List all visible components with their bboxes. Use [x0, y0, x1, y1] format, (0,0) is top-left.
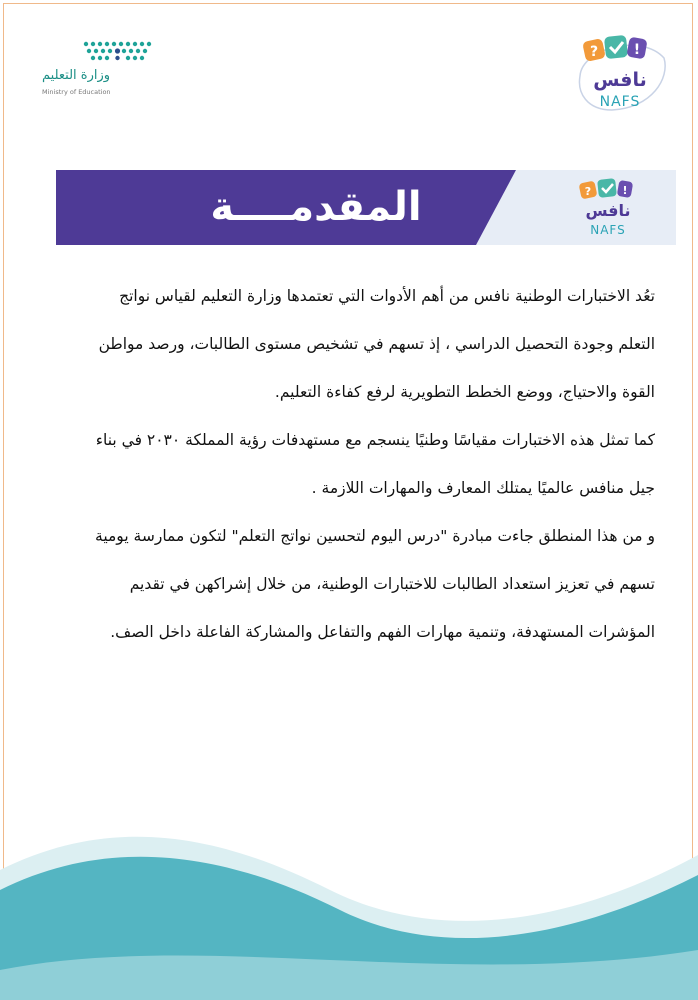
bottom-wave-decoration: [0, 820, 698, 1000]
svg-text:?: ?: [589, 44, 599, 60]
paragraph-line: جيل منافس عالميًا يمتلك المعارف والمهارات اللازمة .: [311, 479, 655, 497]
ministry-dots-icon: [80, 38, 155, 66]
banner-nafs-en: NAFS: [590, 223, 626, 237]
banner-nafs-badges-icon: [579, 178, 634, 199]
svg-text:!: !: [633, 42, 641, 58]
nafs-badges-icon: [582, 35, 647, 62]
nafs-logo: [572, 28, 672, 118]
paragraph-line: المؤشرات المستهدفة، وتنمية مهارات الفهم والتفاعل والمشاركة الفاعلة داخل الصف.: [110, 623, 655, 641]
svg-text:?: ?: [584, 185, 592, 198]
ministry-logo: [40, 38, 160, 100]
svg-text:!: !: [622, 184, 628, 197]
paragraph-line: و من هذا المنطلق جاءت مبادرة "درس اليوم لتحسين نواتج التعلم" لتكون ممارسة يومية: [95, 527, 655, 545]
intro-banner: [56, 170, 676, 245]
ministry-name-ar: وزارة التعليم: [42, 68, 111, 83]
nafs-logo-ar: نافس: [593, 69, 647, 91]
paragraph-line: تسهم في تعزيز استعداد الطالبات للاختبارات الوطنية، من خلال إشراكهن في تقديم: [129, 575, 655, 593]
paragraph-line: كما تمثل هذه الاختبارات مقياسًا وطنيًا ينسجم مع مستهدفات رؤية المملكة ٢٠٣٠ في بناء: [95, 431, 655, 449]
paragraph-line: التعلم وجودة التحصيل الدراسي ، إذ تسهم في تشخيص مستوى الطالبات، ورصد مواطن: [98, 335, 655, 353]
ministry-name-en: Ministry of Education: [42, 88, 111, 96]
paragraph-line: تعُد الاختبارات الوطنية نافس من أهم الأدوات التي تعتمدها وزارة التعليم لقياس نواتج: [119, 287, 655, 305]
banner-nafs-ar: نافس: [585, 201, 631, 220]
paragraph-line: القوة والاحتياج، ووضع الخطط التطويرية لرفع كفاءة التعليم.: [274, 383, 655, 401]
banner-nafs-logo: [568, 176, 658, 240]
nafs-logo-en: NAFS: [599, 94, 641, 110]
banner-title: المقدمــــة: [210, 184, 422, 230]
intro-body: [40, 272, 655, 656]
